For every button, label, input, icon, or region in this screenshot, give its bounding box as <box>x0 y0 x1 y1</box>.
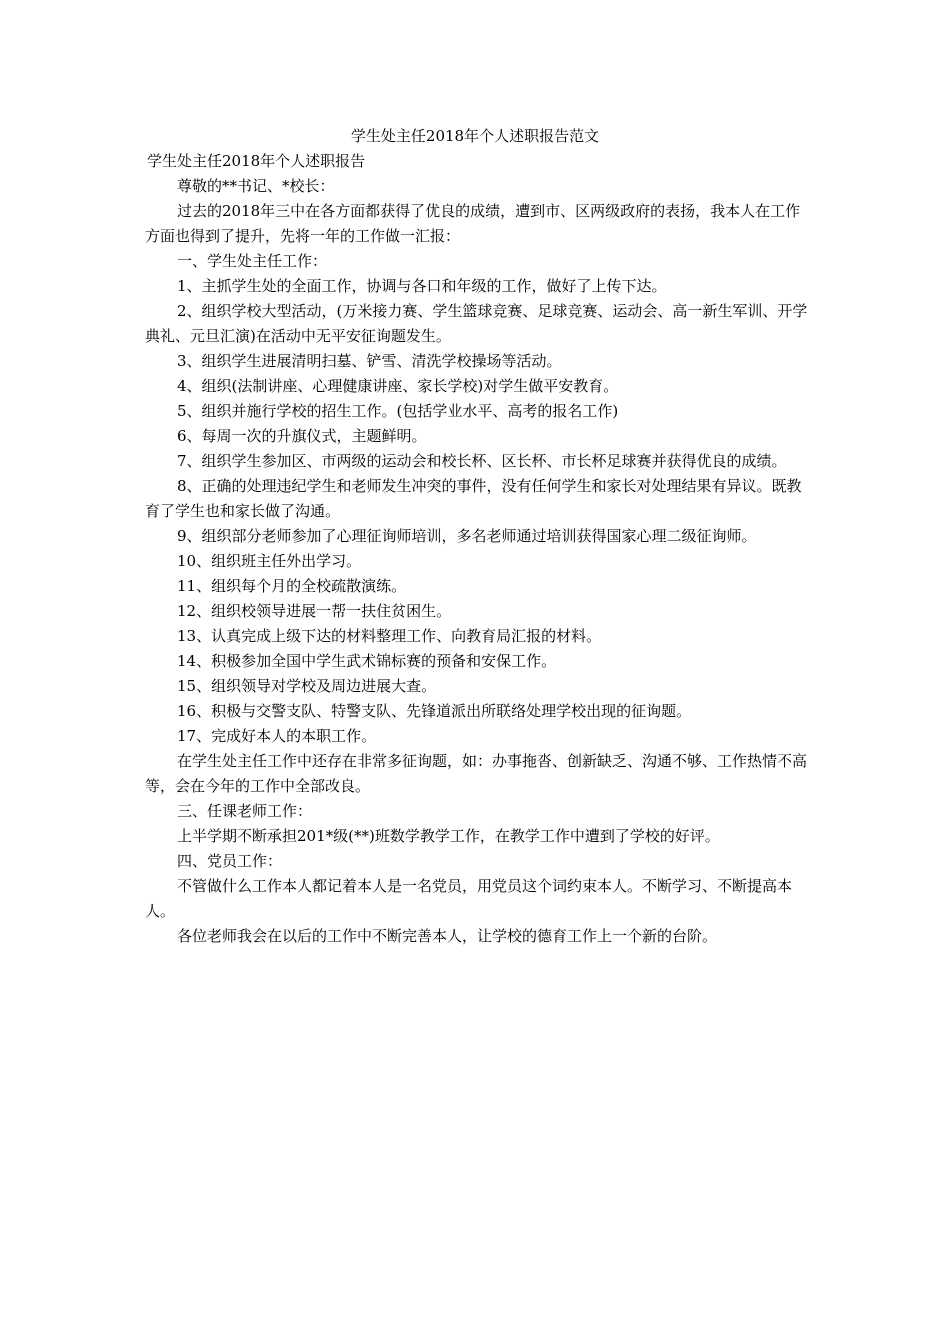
closing-paragraph: 各位老师我会在以后的工作中不断完善本人，让学校的德育工作上一个新的台阶。 <box>177 927 718 945</box>
list-item-1: 1、主抓学生处的全面工作，协调与各口和年级的工作，做好了上传下达。 <box>177 277 667 295</box>
list-item-13: 13、认真完成上级下达的材料整理工作、向教育局汇报的材料。 <box>177 627 602 645</box>
list-item-3: 3、组织学生进展清明扫墓、铲雪、清洗学校操场等活动。 <box>177 352 562 370</box>
shortcomings-paragraph: 在学生处主任工作中还存在非常多征询题，如：办事拖沓、创新缺乏、沟通不够、工作热情不高等，会在今年的工作中全部改良。 <box>145 752 808 795</box>
list-item-6: 6、每周一次的升旗仪式，主题鲜明。 <box>177 427 427 445</box>
list-item-2: 2、组织学校大型活动，(万米接力赛、学生篮球竞赛、足球竞赛、运动会、高一新生军训、开学典礼、元旦汇演)在活动中无平安征询题发生。 <box>145 302 808 345</box>
document-subtitle: 学生处主任2018年个人述职报告 <box>147 152 366 170</box>
list-item-11: 11、组织每个月的全校疏散演练。 <box>177 577 407 595</box>
teaching-paragraph: 上半学期不断承担201*级(**)班数学教学工作，在教学工作中遭到了学校的好评。 <box>177 827 720 845</box>
section-heading-student-affairs: 一、学生处主任工作： <box>177 252 328 270</box>
list-item-16: 16、积极与交警支队、特警支队、先锋道派出所联络处理学校出现的征询题。 <box>177 702 692 720</box>
list-item-15: 15、组织领导对学校及周边进展大查。 <box>177 677 437 695</box>
section-heading-teaching: 三、任课老师工作： <box>177 802 313 820</box>
list-item-9: 9、组织部分老师参加了心理征询师培训，多名老师通过培训获得国家心理二级征询师。 <box>177 527 757 545</box>
section-heading-party-member: 四、党员工作： <box>177 852 283 870</box>
party-member-paragraph: 不管做什么工作本人都记着本人是一名党员，用党员这个词约束本人。不断学习、不断提高本人。 <box>145 877 793 920</box>
list-item-7: 7、组织学生参加区、市两级的运动会和校长杯、区长杯、市长杯足球赛并获得优良的成绩。 <box>177 452 787 470</box>
list-item-10: 10、组织班主任外出学习。 <box>177 552 362 570</box>
intro-paragraph: 过去的2018年三中在各方面都获得了优良的成绩，遭到市、区两级政府的表扬，我本人在工作方面也得到了提升，先将一年的工作做一汇报： <box>145 202 801 245</box>
list-item-8: 8、正确的处理违纪学生和老师发生冲突的事件，没有任何学生和家长对处理结果有异议。既教育了学生也和家长做了沟通。 <box>145 477 802 520</box>
list-item-17: 17、完成好本人的本职工作。 <box>177 727 377 745</box>
document-body <box>145 149 813 949</box>
document-title: 学生处主任2018年个人述职报告范文 <box>350 127 600 145</box>
list-item-14: 14、积极参加全国中学生武术锦标赛的预备和安保工作。 <box>177 652 557 670</box>
salutation: 尊敬的**书记、*校长： <box>177 177 335 195</box>
list-item-12: 12、组织校领导进展一帮一扶住贫困生。 <box>177 602 452 620</box>
list-item-5: 5、组织并施行学校的招生工作。(包括学业水平、高考的报名工作) <box>177 402 619 420</box>
list-item-4: 4、组织(法制讲座、心理健康讲座、家长学校)对学生做平安教育。 <box>177 377 619 395</box>
